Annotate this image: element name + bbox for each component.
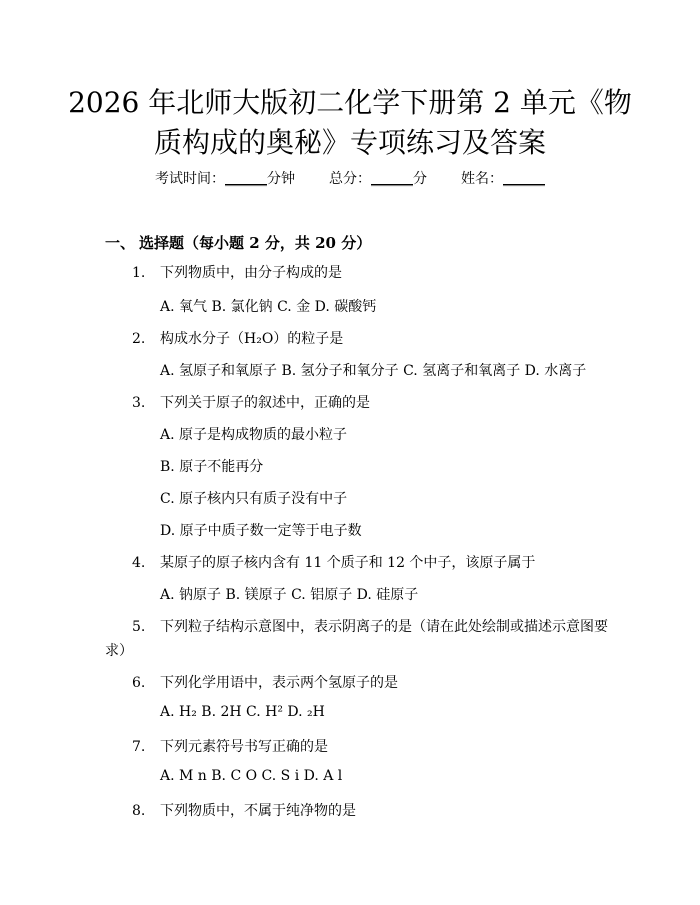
name-blank: ______ xyxy=(503,171,545,187)
question-text: 下列粒子结构示意图中，表示阴离子的是（请在此处绘制或描述示意图要 xyxy=(160,619,608,635)
score-blank: ______ xyxy=(371,171,413,187)
question-8 xyxy=(132,800,356,820)
question-number: 4. xyxy=(132,555,146,571)
question-7-options: A. M n B. C O C. S i D. A l xyxy=(160,768,343,784)
question-2 xyxy=(132,328,343,348)
question-3-option-a: A. 原子是构成物质的最小粒子 xyxy=(160,427,348,443)
section-heading xyxy=(105,232,371,253)
question-text: 下列物质中，由分子构成的是 xyxy=(160,265,342,281)
title-line-2: 质构成的奥秘》专项练习及答案 xyxy=(153,126,546,159)
question-text: 下列物质中，不属于纯净物的是 xyxy=(160,803,356,819)
exam-meta-line xyxy=(0,168,700,188)
question-text: 某原子的原子核内含有 11 个质子和 12 个中子，该原子属于 xyxy=(160,555,536,571)
question-number: 7. xyxy=(132,739,146,755)
question-number: 2. xyxy=(132,331,146,347)
question-text: 构成水分子（H₂O）的粒子是 xyxy=(160,331,344,347)
score-unit: 分 xyxy=(413,171,427,187)
question-3 xyxy=(132,392,370,412)
question-4-options: A. 钠原子 B. 镁原子 C. 铝原子 D. 硅原子 xyxy=(160,587,419,603)
section-title: 选择题（每小题 2 分，共 20 分） xyxy=(139,234,372,252)
question-4 xyxy=(132,552,535,572)
question-5 xyxy=(132,616,608,636)
question-3-option-c: C. 原子核内只有质子没有中子 xyxy=(160,491,348,507)
question-number: 3. xyxy=(132,395,146,411)
question-5-continued: 求） xyxy=(105,643,133,659)
question-6 xyxy=(132,672,398,692)
question-number: 8. xyxy=(132,803,146,819)
question-6-options: A. H₂ B. 2H C. H² D. ₂H xyxy=(160,704,325,720)
title-line-1: 2026 年北师大版初二化学下册第 2 单元《物 xyxy=(68,86,632,119)
question-2-options: A. 氢原子和氧原子 B. 氢分子和氧分子 C. 氢离子和氧离子 D. 水离子 xyxy=(160,363,587,379)
question-text: 下列关于原子的叙述中，正确的是 xyxy=(160,395,370,411)
question-text: 下列元素符号书写正确的是 xyxy=(160,739,328,755)
section-number: 一、 xyxy=(105,234,136,252)
question-number: 6. xyxy=(132,675,146,691)
question-3-option-d: D. 原子中质子数一定等于电子数 xyxy=(160,523,362,539)
question-number: 5. xyxy=(132,619,146,635)
question-number: 1. xyxy=(132,265,146,281)
question-1-options: A. 氧气 B. 氯化钠 C. 金 D. 碳酸钙 xyxy=(160,299,377,315)
time-blank: ______ xyxy=(225,171,267,187)
question-text: 下列化学用语中，表示两个氢原子的是 xyxy=(160,675,398,691)
time-unit: 分钟 xyxy=(267,171,295,187)
question-7 xyxy=(132,736,328,756)
time-label: 考试时间： xyxy=(155,171,225,187)
name-label: 姓名： xyxy=(461,171,503,187)
score-label: 总分： xyxy=(329,171,371,187)
question-3-option-b: B. 原子不能再分 xyxy=(160,459,264,475)
question-1 xyxy=(132,262,342,282)
